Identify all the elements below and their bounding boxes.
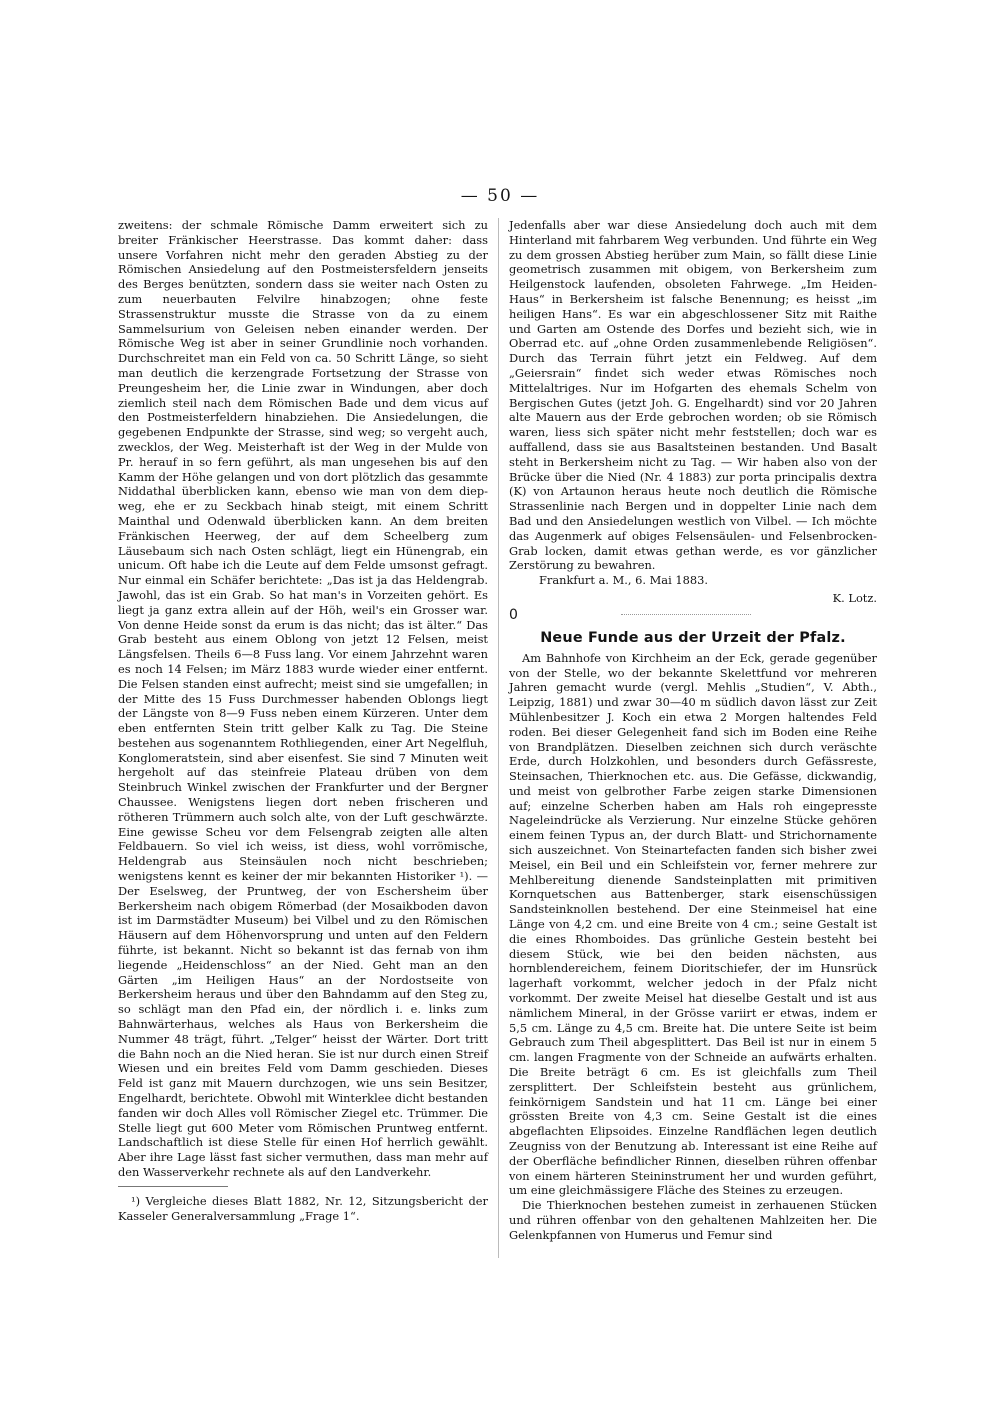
article-paragraph-2: Die Thierknochen bestehen zumeist in zerhauenen Stücken und rühren offenbar von den gehaltenen Mahlzeiten her. Die Gelenkpfannen von Humerus und Femur sind [509,1198,877,1242]
right-column [509,218,877,1243]
footnote-separator [118,1186,228,1187]
dateline: Frankfurt a. M., 6. Mai 1883. [539,573,708,588]
right-column-continuation: Jedenfalls aber war diese Ansiedelung doch auch mit dem Hinterland mit fahrbarem Weg verbunden. Und führte ein Weg zu dem grossen Abstieg herüber zum Main, so fällt diese Linie geometrisch zusammen mit obigem, von Berkersheim zum Heilgenstock laufenden, obsoleten Fahrwege. „Im Heiden-Haus“ in Berkersheim ist falsche Benennung; es heisst „im heiligen Hans“. Es war ein abgeschlossener Sitz mit Raithe und Garten am Ostende des Dorfes und bezieht sich, wie in Oberrad etc. auf „ohne Orden zusammenlebende Religiösen“. Durch das Terrain führt jetzt ein Feldweg. Auf dem „Geiersrain“ findet sich weder etwas Römisches noch Mittelaltriges. Nur im Hofgarten des ehemals Schelm von Bergischen Gutes (jetzt Joh. G. Engelhardt) sind vor 20 Jahren alte Mauern aus der Erde gebrochen worden; ob sie Römisch waren, liess sich später nicht mehr feststellen; doch war es auffallend, dass sie aus Basaltsteinen bestanden. Und Basalt steht in Berkersheim nicht zu Tag. — Wir haben also von der Brücke über die Nied (Nr. 4 1883) zur porta principalis dextra (K) von Artaunon heraus heute noch deutlich die Römische Strassenlinie nach Bergen und in doppelter Linie nach dem Bad und den Ansiedelungen westlich von Vilbel. — Ich möchte das Augenmerk auf obiges Felsensäulen- und Felsenbrocken-Grab locken, damit etwas gethan werde, es vor gänzlicher Zerstörung zu bewahren. [509,218,877,573]
author-signature: K. Lotz. [832,590,877,605]
column-divider [498,218,499,1258]
page-number: — 50 — [460,186,540,206]
section-mark: 0 [509,606,518,623]
footnote: ¹) Vergleiche dieses Blatt 1882, Nr. 12, Sitzungsbericht der Kasseler Generalversammlung „Frage 1“. [118,1193,488,1223]
article-heading: Neue Funde aus der Urzeit der Pfalz. [540,629,846,646]
article-paragraph-1: Am Bahnhofe von Kirchheim an der Eck, gerade gegenüber von der Stelle, wo der bekannte Skelettfund vor mehreren Jahren gemacht wurde (vergl. Mehlis „Studien“, V. Abth., Leipzig, 1881) und zwar 30—40 m südlich davon lässt zur Zeit Mühlenbesitzer J. Koch ein etwa 2 Morgen haltendes Feld roden. Bei dieser Gelegenheit fand sich im Boden eine Reihe von Brandplätzen. Dieselben zeichnen sich durch veräschte Erde, durch Holzkohlen, und besonders durch Gefässreste, Steinsachen, Thierknochen etc. aus. Die Gefässe, dickwandig, und meist von gelbrother Farbe zeigen starke Dimensionen auf; einzelne Scherben haben am Hals roh eingepresste Nageleindrücke als Verzierung. Nur einzelne Stücke gehören einem feinen Typus an, der durch Blatt- und Strichornamente sich auszeichnet. Von Steinartefacten fanden sich bisher zwei Meisel, ein Beil und ein Schleifstein vor, ferner mehrere zur Mehlbereitung dienende Sandsteinplatten mit primitiven Kornquetschen aus Battenberger, stark eisenschüssigen Sandsteinknollen bestehend. Der eine Steinmeisel hat eine Länge von 4,2 cm. und eine Breite von 4 cm.; seine Gestalt ist die eines Rhomboides. Das grünliche Gestein besteht bei diesem Stück, wie bei den beiden nächsten, aus hornblendereichem, feinem Dioritschiefer, der im Hunsrück lagerhaft vorkommt, welcher jedoch in der Pfalz nicht vorkommt. Der zweite Meisel hat dieselbe Gestalt und ist aus nämlichem Mineral, in der Grösse variirt er etwas, indem er 5,5 cm. Länge zu 4,5 cm. Breite hat. Die untere Seite ist beim Gebrauch zum Theil abgesplittert. Das Beil ist nur in einem 5 cm. langen Fragmente von der Schneide an aufwärts erhalten. Die Breite beträgt 6 cm. Es ist gleichfalls zum Theil zersplittert. Der Schleifstein besteht aus grünlichem, feinkörnigem Sandstein und hat 11 cm. Länge bei einer grössten Breite von 4,3 cm. Seine Gestalt ist die eines abgeflachten Elipsoides. Einzelne Randflächen legen deutlich Zeugniss von der Benutzung ab. Interessant ist eine Reihe auf der Oberfläche befindlicher Rinnen, dieselben rühren offenbar von einem härteren Steininstrument her und wurden geführt, um eine gleichmässigere Fläche des Steines zu erzeugen. [509,650,877,1198]
dotted-rule [621,614,751,615]
left-column-text: zweitens: der schmale Römische Damm erweitert sich zu breiter Fränkischer Heerstrasse. Das kommt daher: dass unsere Vorfahren nicht mehr den geraden Abstieg zu der Römischen Ansiedelung auf den Postmeistersfeldern jenseits des Berges benützten, sondern dass sie weiter nach Osten zu zum neuerbauten Felvilre hinabzogen; ohne feste Strassenstruktur musste die Strasse von da zu einem Sammelsurium von Geleisen neben einander werden. Der Römische Weg ist aber in seiner Grundlinie noch vorhanden. Durchschreitet man ein Feld von ca. 50 Schritt Länge, so sieht man deutlich die kerzengrade Fortsetzung der Strasse von Preungesheim her, die Linie zwar in Windungen, aber doch ziemlich steil nach dem Römischen Bade und dem vicus auf den Postmeisterfeldern hinabziehen. Die Ansiedelungen, die gegebenen Endpunkte der Strasse, sind weg; so vergeht auch, zwecklos, der Weg. Meisterhaft ist der Weg in der Mulde von Pr. herauf in so fern geführt, als man ungesehen bis auf den Kamm der Höhe gelangen und von dort plötzlich das gesammte Niddathal überblicken kann, ebenso wie man von dem diep-weg, ehe er zu Seckbach hinab steigt, mit einem Schritt Mainthal und Odenwald überblicken kann. An dem breiten Fränkischen Heerweg, der auf dem Scheelberg zum Läusebaum sich nach Osten schlägt, liegt ein Hünengrab, ein unicum. Oft habe ich die Leute auf dem Felde umsonst gefragt. Nur einmal ein Schäfer berichtete: „Das ist ja das Heldengrab. Jawohl, das ist ein Grab. So hat man's in Vorzeiten gehört. Es liegt ja ganz extra allein auf der Höh, weil's ein Grosser war. Von denne Heide sonst da erum is das nicht; das ist älter.“ Das Grab besteht aus einem Oblong von jetzt 12 Felsen, meist Längsfelsen. Theils 6—8 Fuss lang. Vor einem Jahrzehnt waren es noch 14 Felsen; im März 1883 wurde wieder einer entfernt. Die Felsen standen einst aufrecht; meist sind sie umgefallen; in der Mitte des 15 Fuss Durchmesser habenden Oblongs liegt der Längste von 8—9 Fuss neben einem Kürzeren. Unter dem eben entfernten Stein tritt gelber Kalk zu Tag. Die Steine bestehen aus sogenanntem Rothliegenden, einer Art Negelfluh, Konglomeratstein, sind aber eisenfest. Sie sind 7 Minuten weit hergeholt auf das steinfreie Plateau drüben von dem Steinbruch Winkel zwischen der Frankfurter und der Bergner Chaussee. Wenigstens liegen dort neben frischeren und rötheren Trümmern auch solch alte, von der Luft geschwärzte. Eine gewisse Scheu vor dem Felsengrab zeigten alle alten Feldbauern. So viel ich weiss, ist diess, wohl vorrömische, Heldengrab aus Steinsäulen noch nicht beschrieben; wenigstens kennt es keiner der mir bekannten Historiker ¹). — Der Eselsweg, der Pruntweg, der von Eschersheim über Berkersheim nach obigem Römerbad (der Mosaikboden davon ist im Darmstädter Museum) bei Vilbel und zu den Römischen Häusern auf dem Höhenvorsprung und unten auf den Feldern führte, ist bekannt. Nicht so bekannt ist das fernab von ihm liegende „Heidenschloss“ an der Nied. Geht man an den Gärten „im Heiligen Haus“ an der Nordostseite von Berkersheim heraus und über den Bahndamm auf den Steg zu, so schlägt man den Pfad ein, der nördlich i. e. links zum Bahnwärterhaus, welches als Haus von Berkersheim die Nummer 48 trägt, führt. „Telger“ heisst der Wärter. Dort tritt die Bahn noch an die Nied heran. Sie ist nur durch einen Streif Wiesen und ein breites Feld vom Damm geschieden. Dieses Feld ist ganz mit Mauern durchzogen, wie uns sein Besitzer, Engelhardt, berichtete. Obwohl mit Winterklee dicht bestanden fanden wir doch Alles voll Römischer Ziegel etc. Trümmer. Die Stelle liegt gut 600 Meter vom Römischen Pruntweg entfernt. Landschaftlich ist diese Stelle für einen Hof herrlich gewählt. Aber ihre Lage lässt fast sicher vermuthen, dass man mehr auf den Wasserverkehr rechnete als auf den Landverkehr. [118,218,488,1179]
section-divider [509,608,877,628]
left-column [118,218,488,1223]
